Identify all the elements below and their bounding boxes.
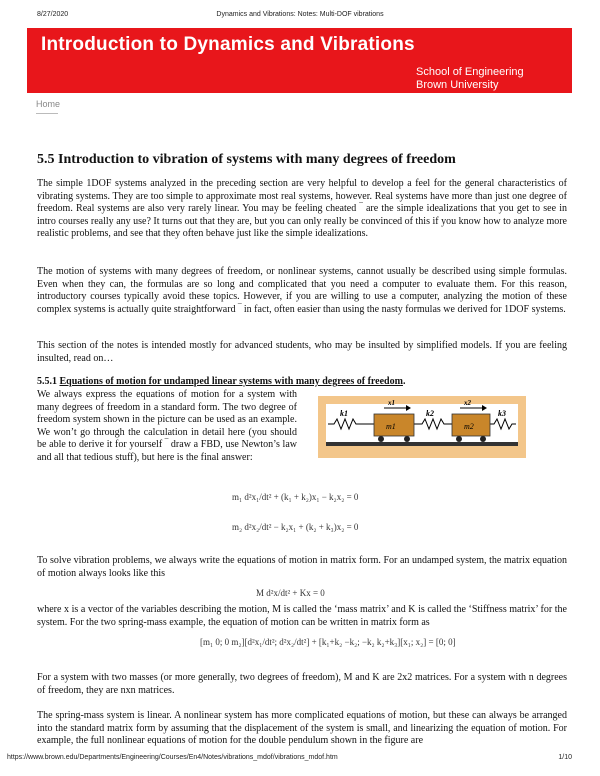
intro-paragraph-1: The simple 1DOF systems analyzed in the preceding section are very helpful to develop a feel for the general characteristics of vibrating systems. They are too simple to approximate most real systems, however. Real systems have more than just one degree of freedom. Real systems are also very rarely linear. You may be feeling cheated ‾ are the simple idealizations that you get to see in intro courses really any use? It turns out that they are, but you can only really be convinced of this if you know how to analyze more realistic problems, and see that they often behave just like the simple idealizations. [37, 178, 567, 240]
subsection-paragraph-2: To solve vibration problems, we always write the equations of motion in matrix form. For an undamped system, the matrix equation of motion always looks like this [37, 555, 567, 579]
label-x1: x1 [388, 399, 395, 407]
site-banner [27, 28, 572, 93]
intro-paragraph-2: The motion of systems with many degrees of freedom, or nonlinear systems, cannot usually be described using simple formulas. Even when they can, the formulas are so long and complicated that you need a computer to evaluate them. For this reason, introductory courses typically avoid these topics. However, if you are willing to use a computer, analyzing the motion of these complex systems is actually quite straightforward ‾ in fact, often easier than using the nasty formulas we derived for 1DOF systems. [37, 266, 567, 315]
spring-mass-figure [318, 396, 526, 458]
matrix-equation-general: M d²x/dt² + Kx = 0 [256, 588, 325, 598]
print-page-number: 1/10 [558, 754, 572, 761]
print-header [0, 11, 600, 21]
subsection-title: 5.5.1 Equations of motion for undamped linear systems with many degrees of freedom. [37, 376, 406, 387]
wheel [378, 436, 384, 442]
print-url: https://www.brown.edu/Departments/Engineering/Courses/En4/Notes/vibrations_mdof/vibrations_mdof.htm [7, 754, 338, 761]
divider [36, 113, 58, 114]
label-m2: m2 [464, 422, 474, 431]
banner-title: Introduction to Dynamics and Vibrations [41, 34, 415, 55]
label-k3: k3 [498, 409, 506, 418]
subsection-number: 5.5.1 [37, 376, 57, 387]
matrix-equation-example: [m₁ 0; 0 m₂][d²x₁/dt²; d²x₂/dt²] + [k₁+k₂ −k₂; −k₂ k₂+k₃][x₁; x₂] = [0; 0] [200, 637, 456, 647]
subsection-paragraph-5: The spring-mass system is linear. A nonlinear system has more complicated equations of motion, but these can always be arranged into the standard matrix form by assuming that the displacement of the system is small, and linearizing the equation of motion. For example, the full nonlinear equations of motion for the double pendulum shown in the figure are [37, 710, 567, 747]
subsection-paragraph-3: where x is a vector of the variables describing the motion, M is called the ‘mass matrix’ and K is called the ‘Stiffness matrix’ for the system. For the two spring-mass example, the equation of motion can be written in matrix form as [37, 604, 567, 628]
subsection-heading: Equations of motion for undamped linear systems with many degrees of freedom [59, 376, 403, 387]
banner-affiliation [416, 66, 524, 92]
intro-paragraph-3: This section of the notes is intended mostly for advanced students, who may be insulted by simplified models. If you are feeling insulted, read on… [37, 340, 567, 364]
floor [326, 442, 518, 446]
print-title: Dynamics and Vibrations: Notes: Multi-DOF vibrations [216, 11, 384, 18]
print-footer [0, 754, 600, 764]
equation-1: m₁ d²x₁/dt² + (k₁ + k₂)x₁ − k₂x₂ = 0 [232, 492, 359, 502]
wheel [480, 436, 486, 442]
print-date: 8/27/2020 [37, 11, 69, 18]
label-k2: k2 [426, 409, 434, 418]
label-x2: x2 [464, 399, 471, 407]
equation-2: m₂ d²x₂/dt² − k₂x₁ + (k₂ + k₃)x₂ = 0 [232, 522, 359, 532]
label-k1: k1 [340, 409, 348, 418]
label-m1: m1 [386, 422, 396, 431]
subsection-paragraph-1: We always express the equations of motion for a system with many degrees of freedom in a standard form. The two degree of freedom system shown in the picture can be used as an example. We won’t go through the calculation in detail here (you should be able to derive it for yourself ‾ draw a FBD, use Newton’s law and all that tedious stuff), but here is the final answer: [37, 389, 297, 463]
subsection-paragraph-4: For a system with two masses (or more generally, two degrees of freedom), M and K are 2x2 matrices. For a system with n degrees of freedom, they are nxn matrices. [37, 672, 567, 696]
wheel [456, 436, 462, 442]
section-title: 5.5 Introduction to vibration of systems with many degrees of freedom [37, 152, 456, 167]
banner-university: Brown University [416, 79, 499, 91]
wheel [404, 436, 410, 442]
banner-school: School of Engineering [416, 66, 524, 78]
home-link[interactable]: Home [36, 99, 61, 109]
